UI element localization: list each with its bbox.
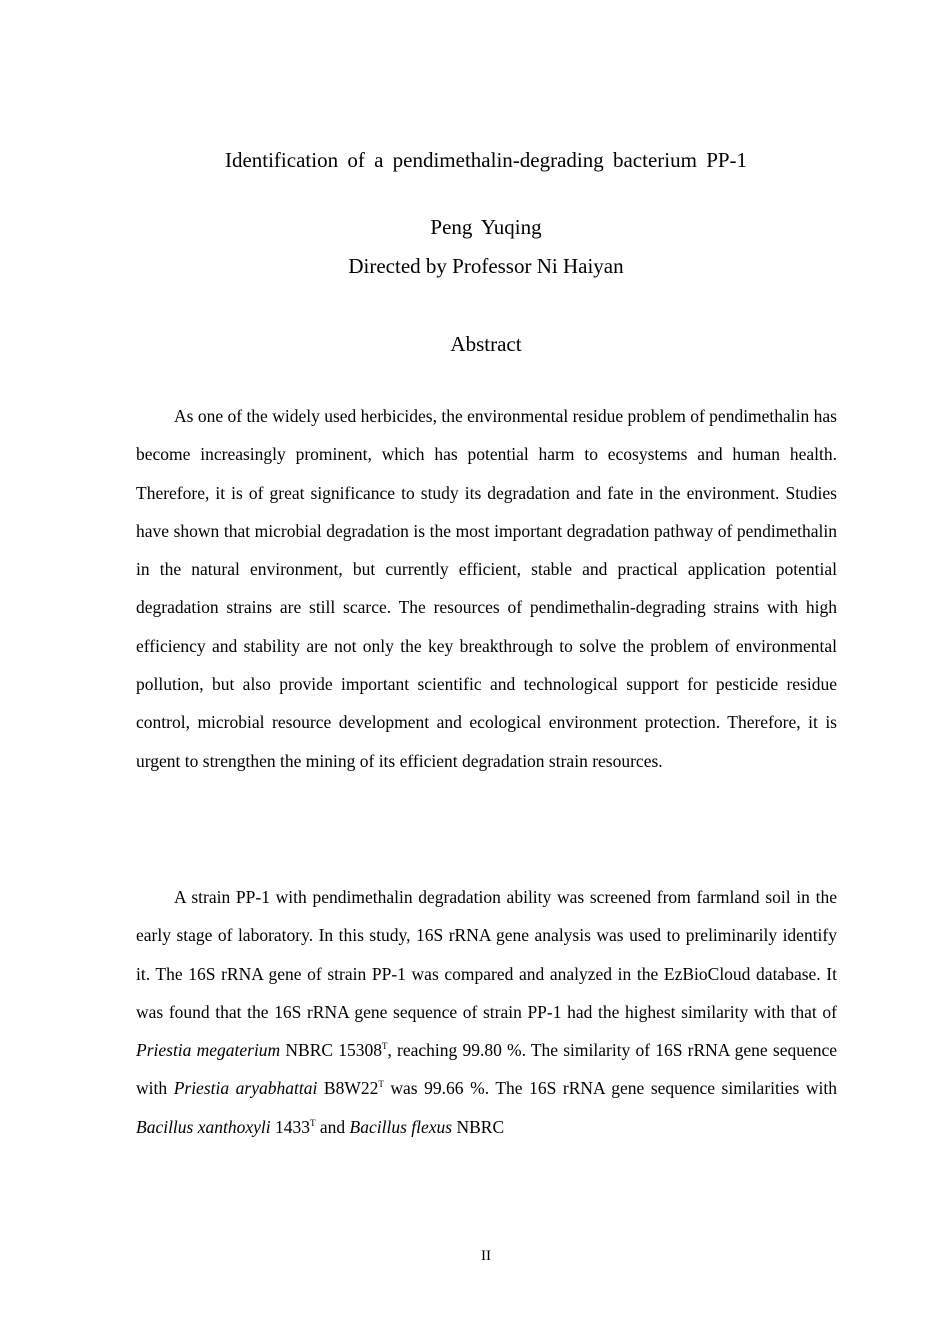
advisor-line: Directed by Professor Ni Haiyan [348, 254, 624, 278]
type-strain-mark: T [378, 1079, 384, 1090]
p2-segment: NBRC 15308 [280, 1040, 382, 1061]
paragraph-1-text: As one of the widely used herbicides, the environmental residue problem of pendimethalin has become increasingly prominent, which has potential harm to ecosystems and human health. Therefore, it is of great significance to study its degradation and fate in the environment. Studies have shown that microbial degradation is the most important degradation pathway of pendimethalin in the natural environment, but currently efficient, stable and practical application potential degradation strains are still scarce. The resources of pendimethalin-degrading strains with high efficiency and stability are not only the key breakthrough to solve the problem of environmental pollution, but also provide important scientific and technological support for pesticide residue control, microbial resource development and ecological environment protection. Therefore, it is urgent to strengthen the mining of its efficient degradation strain resources. [136, 406, 837, 771]
abstract-paragraph-1 [136, 397, 837, 780]
p2-segment: A strain PP-1 with pendimethalin degradation ability was screened from farmland soil in the early stage of laboratory. In this study, 16S rRNA gene analysis was used to preliminarily identify it. The 16S rRNA gene of strain PP-1 was compared and analyzed in the EzBioCloud database. It was found that the 16S rRNA gene sequence of strain PP-1 had the highest similarity with that of [136, 887, 837, 1022]
thesis-title: Identification of a pendimethalin-degrading bacterium PP-1 [224, 148, 748, 172]
p2-segment: and [315, 1116, 350, 1137]
page-number: II [481, 1248, 491, 1264]
type-strain-mark: T [381, 1041, 388, 1052]
abstract-paragraph-2 [136, 878, 837, 1146]
species-name: Bacillus flexus [349, 1116, 453, 1137]
p2-segment: , reaching 99.80 %. The similarity of 16S rRNA gene sequence with [136, 1040, 838, 1099]
abstract-heading: Abstract [450, 332, 522, 356]
paragraph-2-text [136, 878, 837, 1146]
p2-segment: NBRC [452, 1116, 505, 1137]
author-name: Peng Yuqing [430, 215, 542, 239]
species-name: Bacillus xanthoxyli [136, 1116, 271, 1137]
p2-segment: B8W22 [317, 1078, 379, 1099]
species-name: Priestia aryabhattai [173, 1078, 318, 1099]
species-name: Priestia megaterium [136, 1040, 281, 1061]
p2-segment: 1433 [270, 1116, 310, 1137]
type-strain-mark: T [310, 1117, 316, 1128]
p2-segment: was 99.66 %. The 16S rRNA gene sequence similarities with [383, 1078, 837, 1099]
